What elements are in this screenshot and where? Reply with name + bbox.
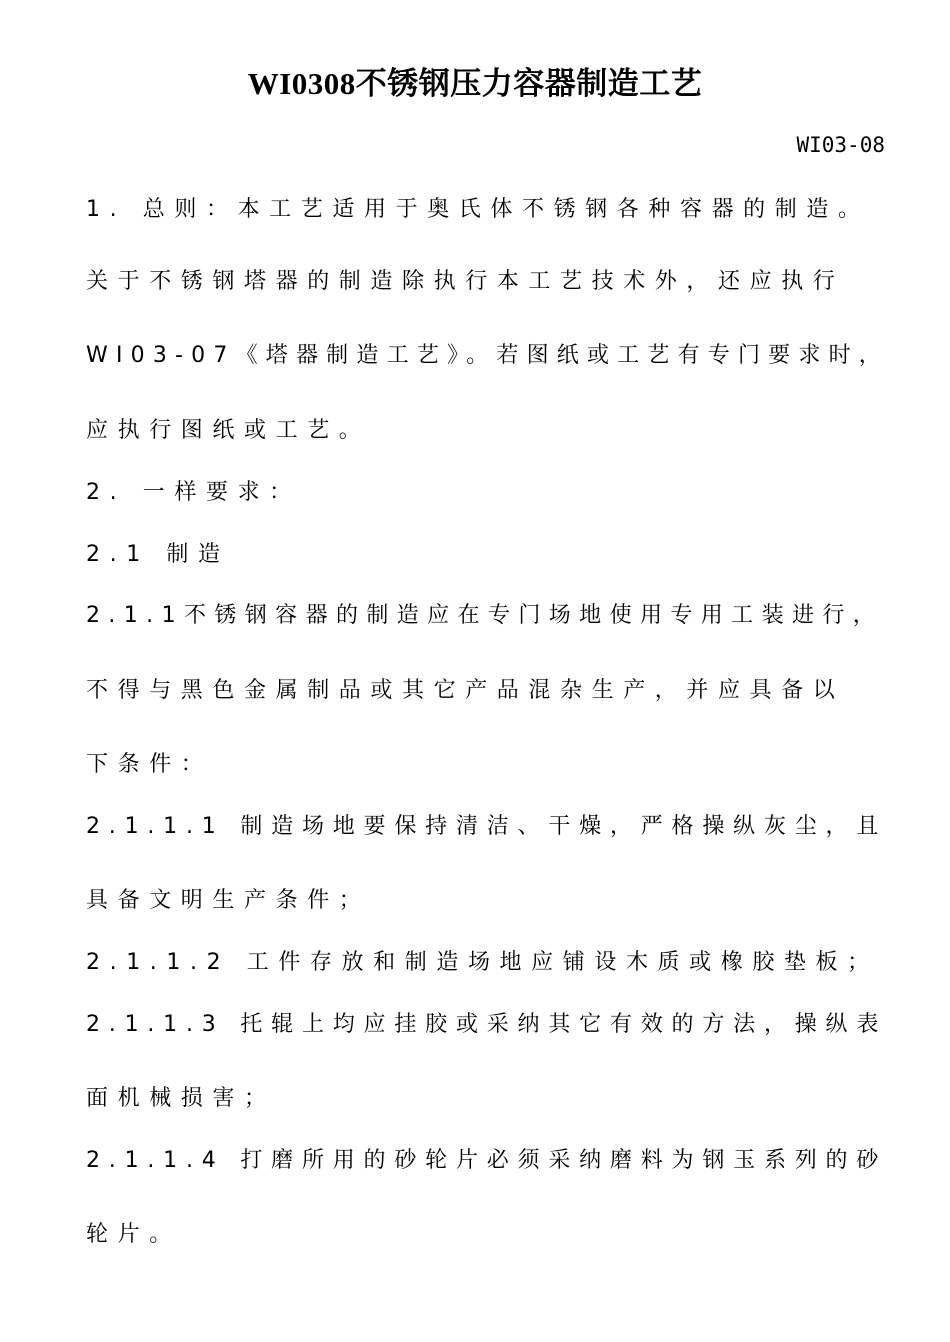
section-heading-2-1: 2.1 制造	[86, 542, 230, 567]
body-line-4: 应执行图纸或工艺。	[86, 418, 371, 443]
body-line-10: 2.1.1.1 制造场地要保持清洁、干燥，严格操纵灰尘，且	[86, 814, 888, 839]
document-title: WI0308不锈钢压力容器制造工艺	[247, 66, 703, 101]
body-line-14: 面机械损害；	[86, 1086, 276, 1111]
section-heading-2: 2. 一样要求：	[86, 480, 301, 505]
body-line-9: 下条件：	[86, 752, 213, 777]
body-line-13: 2.1.1.3 托辊上均应挂胶或采纳其它有效的方法，操纵表	[86, 1012, 888, 1037]
body-line-2: 关于不锈钢塔器的制造除执行本工艺技术外，还应执行	[86, 269, 845, 294]
body-line-8: 不得与黑色金属制品或其它产品混杂生产，并应具备以	[86, 678, 845, 703]
document-number: WI03-08	[796, 133, 885, 157]
body-line-3: WI03-07《塔器制造工艺》。若图纸或工艺有专门要求时，	[86, 343, 889, 368]
body-line-12: 2.1.1.2 工件存放和制造场地应铺设木质或橡胶垫板；	[86, 950, 879, 975]
body-line-7: 2.1.1不锈钢容器的制造应在专门场地使用专用工装进行，	[86, 603, 884, 628]
body-line-16: 轮片。	[86, 1222, 181, 1247]
body-line-11: 具备文明生产条件；	[86, 888, 371, 913]
body-line-1: 1. 总则：本工艺适用于奥氏体不锈钢各种容器的制造。	[86, 197, 870, 222]
body-line-15: 2.1.1.4 打磨所用的砂轮片必须采纳磨料为钢玉系列的砂	[86, 1148, 888, 1173]
